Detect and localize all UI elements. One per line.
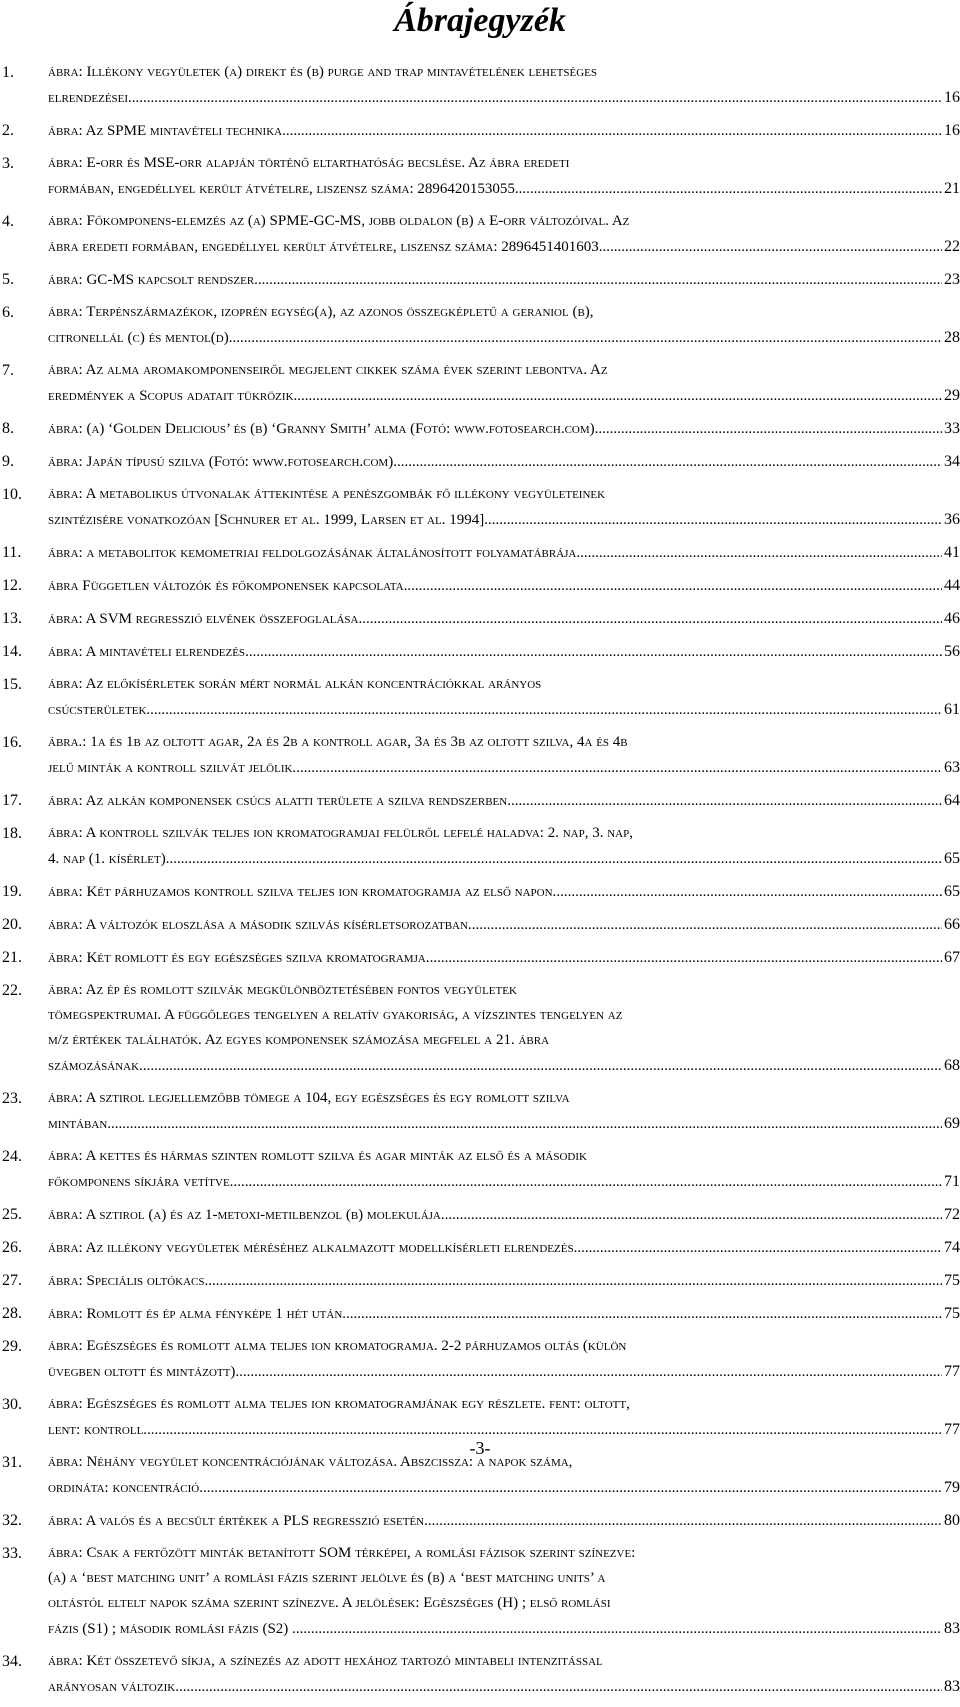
- figure-caption-line: ábra: a metabolitok kemometriai feldolgozásának általánosított folyamatábrája: [48, 545, 577, 561]
- figure-caption-line: ábra: Az illékony vegyületek méréséhez alkalmazott modellkísérleti elrendezés.: [48, 1240, 578, 1256]
- figure-number: 32.: [2, 1512, 22, 1529]
- figure-caption-line: ábra: E-orr és MSE-orr alapján történő eltarthatóság becslése. Az ábra eredeti: [48, 155, 570, 171]
- figure-entry[interactable]: [0, 449, 960, 474]
- figure-number: 11.: [2, 544, 22, 561]
- figure-entry[interactable]: [0, 416, 960, 441]
- figure-entry[interactable]: [0, 573, 960, 598]
- figure-entry[interactable]: [0, 482, 960, 532]
- figure-caption-line: ábra.: 1a és 1b az oltott agar, 2a és 2b a kontroll agar, 3a és 3b az oltott szilva, 4a és 4b: [48, 734, 628, 750]
- figure-caption-line: ábra: Két romlott és egy egészséges szilva kromatogramja.: [48, 950, 430, 966]
- figure-caption-line: elrendezései.: [48, 90, 132, 106]
- figure-number: 13.: [2, 610, 22, 627]
- figure-page-number: 16: [944, 122, 960, 139]
- figure-number: 18.: [2, 825, 22, 842]
- figure-number: 26.: [2, 1239, 22, 1256]
- dot-leader: [132, 86, 942, 110]
- figure-page-number: 75: [944, 1305, 960, 1322]
- figure-caption-line: ábra Független változók és főkomponensek kapcsolata: [48, 578, 404, 594]
- figure-caption-line: ábra: Speciális oltókacs.: [48, 1273, 209, 1289]
- figure-page-number: 67: [944, 949, 960, 966]
- dot-leader: [577, 1236, 942, 1260]
- figure-caption-line: ábra: Két párhuzamos kontroll szilva teljes ion kromatogramja az első napon.: [48, 884, 557, 900]
- dot-leader: [296, 756, 942, 780]
- dot-leader: [576, 541, 942, 565]
- page-title: Ábrajegyzék: [394, 2, 566, 39]
- figure-entry[interactable]: [0, 1649, 960, 1699]
- figure-page-number: 61: [944, 701, 960, 718]
- figure-caption-line: ábra: Az ép és romlott szilvák megkülönböztetésében fontos vegyületek: [48, 982, 517, 998]
- figure-page-number: 28: [944, 329, 960, 346]
- figure-number: 31.: [2, 1454, 22, 1471]
- dot-leader: [233, 326, 943, 350]
- dot-leader: [346, 1302, 942, 1326]
- figure-entry[interactable]: [0, 209, 960, 259]
- figure-caption-line: ábra: Csak a fertőzött minták betanított SOM térképei, a romlási fázisok szerint színezve:: [48, 1545, 636, 1561]
- figure-number: 25.: [2, 1206, 22, 1223]
- figure-caption-line: ábra: Az alkán komponensek csúcs alatti területe a szilva rendszerben.: [48, 793, 511, 809]
- figure-entry[interactable]: [0, 151, 960, 201]
- dot-leader: [169, 847, 942, 871]
- figure-entry[interactable]: [0, 672, 960, 722]
- figure-caption-line: ábra: GC-MS kapcsolt rendszer.: [48, 272, 258, 288]
- figure-entry[interactable]: [0, 639, 960, 664]
- figure-page-number: 46: [944, 610, 960, 627]
- figure-page-number: 80: [944, 1512, 960, 1529]
- figure-caption-line: tömegspektrumai. A függőleges tengelyen a relatív gyakoriság, a vízszintes tengelyen az: [48, 1007, 623, 1023]
- figure-caption-line: jelű minták a kontroll szilvát jelölik.: [48, 760, 297, 776]
- figure-number: 3.: [2, 155, 14, 172]
- figure-number: 33.: [2, 1545, 22, 1562]
- dot-leader: [595, 417, 942, 441]
- figure-entry[interactable]: [0, 1235, 960, 1260]
- dot-leader: [239, 1360, 942, 1384]
- figure-caption-line: ábra: A változók eloszlása a második szilvás kísérletsorozatban.: [48, 917, 472, 933]
- figure-number: 7.: [2, 362, 14, 379]
- figure-entry[interactable]: [0, 1392, 960, 1442]
- dot-leader: [488, 508, 942, 532]
- dot-leader: [296, 1617, 942, 1641]
- figure-caption-line: ábra: A SVM regresszió elvének összefoglalása.: [48, 611, 363, 627]
- figure-page-number: 34: [944, 453, 960, 470]
- figure-caption-line: oltástól eltelt napok száma szerint színezve. A jelölések: Egészséges (H) ; első romlási: [48, 1595, 611, 1611]
- figure-page-number: 21: [944, 180, 960, 197]
- figure-caption-line: ábra: Egészséges és romlott alma teljes ion kromatogramjának egy részlete. fent: oltott,: [48, 1396, 630, 1412]
- dot-leader: [445, 1203, 942, 1227]
- figure-number: 8.: [2, 420, 14, 437]
- figure-entry[interactable]: [0, 912, 960, 937]
- dot-leader: [179, 1675, 942, 1699]
- figure-caption-line: ábra: Néhány vegyület koncentrációjának változása. Abszcissza: a napok száma,: [48, 1454, 573, 1470]
- figure-number: 28.: [2, 1305, 22, 1322]
- figure-number: 17.: [2, 792, 22, 809]
- figure-entry[interactable]: [0, 1144, 960, 1194]
- dot-leader: [393, 450, 942, 474]
- figure-page-number: 69: [944, 1115, 960, 1132]
- figure-page-number: 79: [944, 1479, 960, 1496]
- figure-entry[interactable]: [0, 821, 960, 871]
- figure-number: 15.: [2, 676, 22, 693]
- figure-caption-line: fázis (S1) ; második romlási fázis (S2) .: [48, 1621, 296, 1637]
- figure-page-number: 29: [944, 387, 960, 404]
- dot-leader: [150, 698, 942, 722]
- figure-caption-line: üvegben oltott és mintázott).: [48, 1364, 240, 1380]
- figure-caption-line: ábra: (a) ‘Golden Delicious’ és (b) ‘Granny Smith’ alma (Fotó: www.fotosearch.com): [48, 421, 595, 437]
- figure-caption-line: ábra: A kettes és hármas szinten romlott szilva és agar minták az első és a második: [48, 1148, 587, 1164]
- figure-number: 30.: [2, 1396, 22, 1413]
- dot-leader: [428, 1509, 942, 1533]
- dot-leader: [599, 235, 942, 259]
- figure-caption-line: számozásának.: [48, 1058, 143, 1074]
- figure-page-number: 83: [944, 1678, 960, 1695]
- figure-entry[interactable]: [0, 730, 960, 780]
- figure-entry[interactable]: [0, 300, 960, 350]
- figure-page-number: 65: [944, 883, 960, 900]
- figure-caption-line: m/z értékek találhatók. Az egyes komponensek számozása megfelel a 21. ábra: [48, 1032, 550, 1048]
- figure-entry[interactable]: [0, 1508, 960, 1533]
- figure-caption-line: ábra: Terpénszármazékok, izoprén egység(a), az azonos összegképletű a geraniol (b),: [48, 304, 594, 320]
- figure-caption-line: szintézisére vonatkozóan [Schnurer et al. 1999, Larsen et al. 1994].: [48, 512, 488, 528]
- figure-page-number: 68: [944, 1057, 960, 1074]
- dot-leader: [511, 789, 942, 813]
- figure-caption-line: ábra: Főkomponens-elemzés az (a) SPME-GC-MS, jobb oldalon (b) a E-orr változóival. Az: [48, 213, 630, 229]
- figure-caption-line: mintában.: [48, 1116, 112, 1132]
- figure-number: 5.: [2, 271, 14, 288]
- figure-caption-line: ábra: Az SPME mintavételi technika.: [48, 123, 286, 139]
- figure-caption-line: főkomponens síkjára vetítve.: [48, 1174, 234, 1190]
- figure-entry[interactable]: [0, 1541, 960, 1641]
- figure-entry[interactable]: [0, 358, 960, 408]
- figure-entry[interactable]: [0, 1334, 960, 1384]
- figure-caption-line: ábra: Japán típusú szilva (Fotó: www.fotosearch.com): [48, 454, 394, 470]
- figure-number: 6.: [2, 304, 14, 321]
- figure-number: 29.: [2, 1338, 22, 1355]
- figure-caption-line: ábra: A mintavételi elrendezés: [48, 644, 246, 660]
- figure-caption-line: 4. nap (1. kísérlet).: [48, 851, 170, 867]
- figure-page-number: 16: [944, 89, 960, 106]
- dot-leader: [519, 177, 942, 201]
- dot-leader: [233, 1170, 942, 1194]
- figure-number: 22.: [2, 982, 22, 999]
- dot-leader: [245, 640, 942, 664]
- figure-caption-line: ábra: A sztirol (a) és az 1-metoxi-metilbenzol (b) molekulája.: [48, 1207, 445, 1223]
- dot-leader: [472, 913, 942, 937]
- figure-page-number: 77: [944, 1363, 960, 1380]
- dot-leader: [556, 880, 942, 904]
- figure-page-number: 56: [944, 643, 960, 660]
- figure-page-number: 77: [944, 1421, 960, 1438]
- figure-entry[interactable]: [0, 606, 960, 631]
- figure-caption-line: ábra: A kontroll szilvák teljes ion kromatogramjai felülről lefelé haladva: 2. nap, 3. nap,: [48, 825, 633, 841]
- figure-number: 23.: [2, 1090, 22, 1107]
- figure-page-number: 65: [944, 850, 960, 867]
- figure-number: 19.: [2, 883, 22, 900]
- figure-page-number: 41: [944, 544, 960, 561]
- dot-leader: [430, 946, 942, 970]
- figure-number: 9.: [2, 453, 14, 470]
- figure-entry[interactable]: [0, 267, 960, 292]
- figure-caption-line: eredmények a Scopus adatait tükrözik.: [48, 388, 298, 404]
- figure-caption-line: csúcsterületek.: [48, 702, 151, 718]
- figure-caption-line: ábra: Az előkísérletek során mért normál alkán koncentrációkkal arányos: [48, 676, 542, 692]
- figure-caption-line: ábra: A sztirol legjellemzőbb tömege a 104, egy egészséges és egy romlott szilva: [48, 1090, 570, 1106]
- dot-leader: [297, 384, 942, 408]
- figure-number: 14.: [2, 643, 22, 660]
- figure-list: [0, 60, 960, 1707]
- figure-entry[interactable]: [0, 788, 960, 813]
- figure-caption-line: ábra: Egészséges és romlott alma teljes ion kromatogramja. 2-2 párhuzamos oltás (külön: [48, 1338, 627, 1354]
- figure-entry[interactable]: [0, 1268, 960, 1293]
- figure-page-number: 75: [944, 1272, 960, 1289]
- figure-number: 24.: [2, 1148, 22, 1165]
- figure-number: 21.: [2, 949, 22, 966]
- figure-page-number: 83: [944, 1620, 960, 1637]
- figure-page-number: 74: [944, 1239, 960, 1256]
- figure-entry[interactable]: [0, 60, 960, 110]
- figure-caption-line: ábra: A metabolikus útvonalak áttekintése a penészgombák fő illékony vegyületeinek: [48, 486, 606, 502]
- figure-entry[interactable]: [0, 540, 960, 565]
- dot-leader: [203, 1476, 942, 1500]
- figure-number: 34.: [2, 1653, 22, 1670]
- figure-entry[interactable]: [0, 1202, 960, 1227]
- figure-caption-line: ábra eredeti formában, engedéllyel került átvételre, liszensz száma: 2896451401603: [48, 239, 599, 255]
- figure-page-number: 63: [944, 759, 960, 776]
- figure-caption-line: ábra: Két összetevő síkja, a színezés az adott hexához tartozó mintabeli intenzitással: [48, 1653, 603, 1669]
- figure-page-number: 66: [944, 916, 960, 933]
- figure-caption-line: ábra: A valós és a becsült értékek a PLS regresszió esetén.: [48, 1513, 428, 1529]
- figure-entry[interactable]: [0, 879, 960, 904]
- figure-number: 12.: [2, 577, 22, 594]
- figure-entry[interactable]: [0, 118, 960, 143]
- figure-page-number: 23: [944, 271, 960, 288]
- figure-caption-line: arányosan változik.: [48, 1679, 179, 1695]
- figure-page-number: 64: [944, 792, 960, 809]
- figure-page-number: 72: [944, 1206, 960, 1223]
- figure-number: 1.: [2, 64, 14, 81]
- figure-number: 4.: [2, 213, 14, 230]
- figure-caption-line: ábra: Az alma aromakomponenseiről megjelent cikkek száma évek szerint lebontva. Az: [48, 362, 608, 378]
- figure-number: 16.: [2, 734, 22, 751]
- figure-number: 27.: [2, 1272, 22, 1289]
- figure-number: 20.: [2, 916, 22, 933]
- dot-leader: [111, 1112, 942, 1136]
- figure-entry[interactable]: [0, 945, 960, 970]
- dot-leader: [404, 574, 942, 598]
- figure-number: 10.: [2, 486, 22, 503]
- figure-page-number: 44: [944, 577, 960, 594]
- figure-caption-line: ordináta: koncentráció.: [48, 1480, 204, 1496]
- figure-caption-line: ábra: Illékony vegyületek (a) direkt és (b) purge and trap mintavételének lehetséges: [48, 64, 597, 80]
- figure-entry[interactable]: [0, 1301, 960, 1326]
- figure-page-number: 71: [944, 1173, 960, 1190]
- dot-leader: [258, 268, 942, 292]
- figure-entry[interactable]: [0, 1086, 960, 1136]
- page-number: -3-: [469, 1438, 491, 1458]
- figure-caption-line: ábra: Romlott és ép alma fényképe 1 hét után.: [48, 1306, 347, 1322]
- dot-leader: [208, 1269, 942, 1293]
- dot-leader: [286, 119, 942, 143]
- figure-entry[interactable]: [0, 978, 960, 1078]
- figure-caption-line: lent: kontroll.: [48, 1422, 148, 1438]
- dot-leader: [143, 1054, 942, 1078]
- figure-caption-line: citronellál (c) és mentol(d).: [48, 330, 233, 346]
- figure-caption-line: (a) a ‘best matching unit’ a romlási fázis szerint jelölve és (b) a ‘best matching units’ a: [48, 1570, 606, 1586]
- figure-caption-line: formában, engedéllyel került átvételre, liszensz száma: 2896420153055.: [48, 181, 519, 197]
- figure-page-number: 22: [944, 238, 960, 255]
- dot-leader: [362, 607, 942, 631]
- figure-page-number: 33: [944, 420, 960, 437]
- figure-page-number: 36: [944, 511, 960, 528]
- figure-number: 2.: [2, 122, 14, 139]
